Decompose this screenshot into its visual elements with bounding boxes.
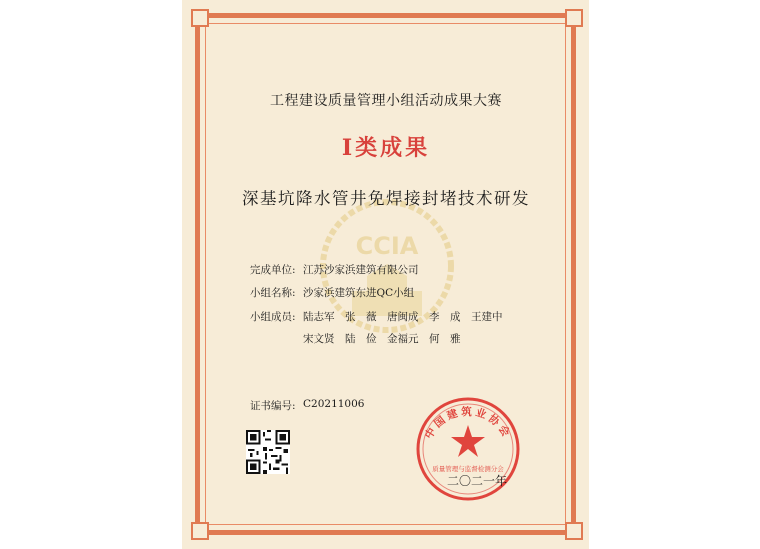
unit-value: 江苏沙家浜建筑有限公司 — [303, 264, 419, 276]
group-value: 沙家浜建筑东进QC小组 — [303, 287, 415, 299]
award-grade: Ⅰ类成果 — [341, 135, 431, 161]
cert-no-label: 证书编号: — [250, 400, 296, 412]
corner-ornament — [565, 9, 583, 27]
watermark-text: CCIA — [355, 232, 419, 260]
qr-code — [246, 430, 290, 474]
members-line-1: 陆志军 张 薇 唐闽成 李 成 王建中 — [303, 311, 503, 323]
issue-date: 二〇二一年 — [447, 474, 508, 488]
corner-ornament — [191, 9, 209, 27]
seal-star-icon — [451, 425, 485, 457]
certificate-title: 工程建设质量管理小组活动成果大赛 — [270, 93, 502, 109]
corner-ornament — [565, 522, 583, 540]
group-label: 小组名称: — [250, 287, 296, 299]
seal-arc-text: 中国建筑业协会 — [422, 406, 514, 442]
members-label: 小组成员: — [250, 311, 296, 323]
project-name: 深基坑降水管井免焊接封堵技术研发 — [242, 189, 530, 208]
cert-no-value: C20211006 — [303, 398, 365, 410]
members-line-2: 宋文贤 陆 俭 金福元 何 雅 — [303, 333, 461, 345]
unit-label: 完成单位: — [250, 264, 296, 276]
seal-sub-text: 质量管理与监督检测分会 — [432, 465, 504, 473]
corner-ornament — [191, 522, 209, 540]
